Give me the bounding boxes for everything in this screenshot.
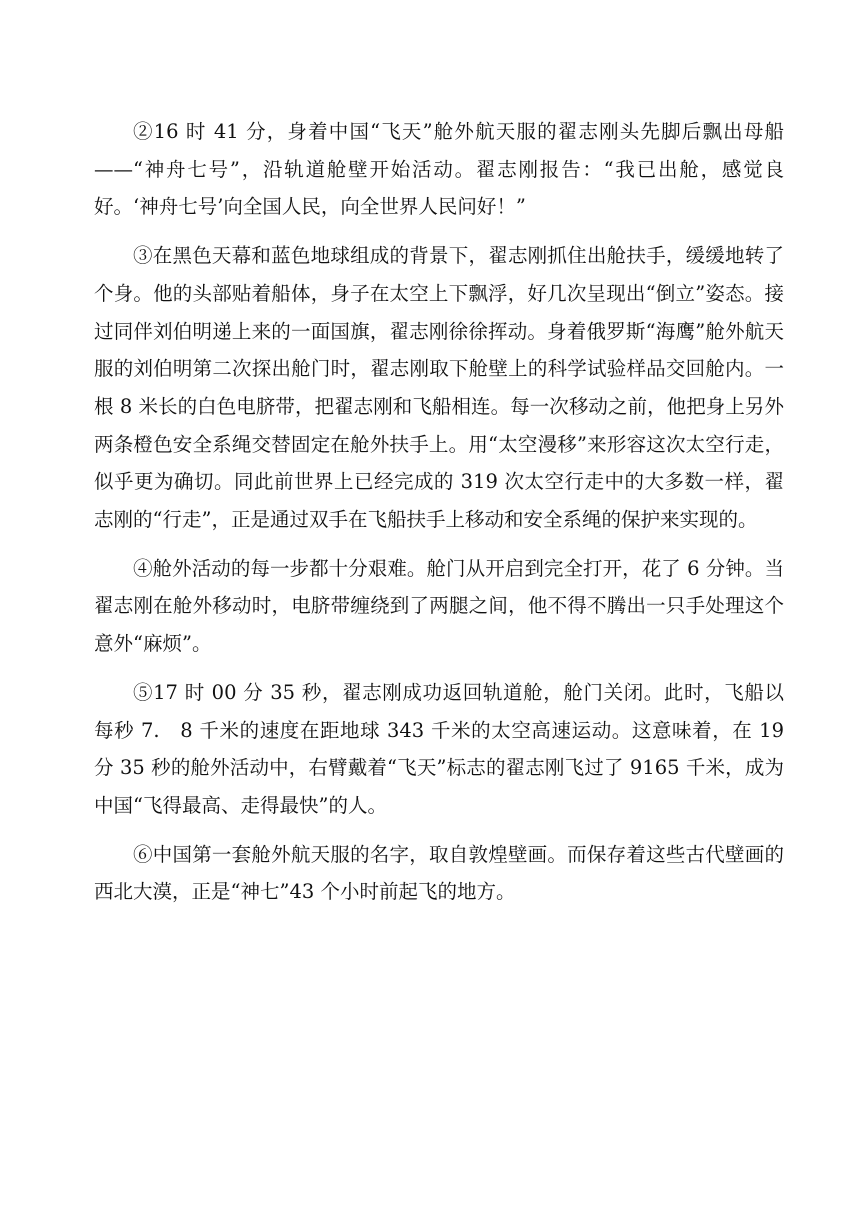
paragraph-5: ⑤17 时 00 分 35 秒，翟志刚成功返回轨道舱，舱门关闭。此时，飞船以每秒 7. 8 千米的速度在距地球 343 千米的太空高速运动。这意味着，在 19 分 35 秒的舱外活动中，右臂戴着“飞天”标志的翟志刚飞过了 9165 千米，成为中国“飞得最高、走得最快”的人。 [94, 680, 784, 817]
article-body [94, 113, 784, 911]
paragraph-6: ⑥中国第一套舱外航天服的名字，取自敦煌壁画。而保存着这些古代壁画的西北大漠，正是“神七”43 个小时前起飞的地方。 [94, 842, 784, 904]
paragraph-4: ④舱外活动的每一步都十分艰难。舱门从开启到完全打开，花了 6 分钟。当翟志刚在舱外移动时，电脐带缠绕到了两腿之间，他不得不腾出一只手处理这个意外“麻烦”。 [94, 556, 784, 656]
paragraph-3: ③在黑色天幕和蓝色地球组成的背景下，翟志刚抓住出舱扶手，缓缓地转了个身。他的头部贴着船体，身子在太空上下飘浮，好几次呈现出“倒立”姿态。接过同伴刘伯明递上来的一面国旗，翟志刚徐徐挥动。身着俄罗斯“海鹰”舱外航天服的刘伯明第二次探出舱门时，翟志刚取下舱壁上的科学试验样品交回舱内。一根 8 米长的白色电脐带，把翟志刚和飞船相连。每一次移动之前，他把身上另外两条橙色安全系绳交替固定在舱外扶手上。用“太空漫移”来形容这次太空行走，似乎更为确切。同此前世界上已经完成的 319 次太空行走中的大多数一样，翟志刚的“行走”，正是通过双手在飞船扶手上移动和安全系绳的保护来实现的。 [94, 244, 784, 532]
paragraph-2: ②16 时 41 分，身着中国“飞天”舱外航天服的翟志刚头先脚后飘出母船——“神舟七号”，沿轨道舱壁开始活动。翟志刚报告：“我已出舱，感觉良好。‘神舟七号’向全国人民，向全世界人民问好！” [94, 120, 784, 219]
